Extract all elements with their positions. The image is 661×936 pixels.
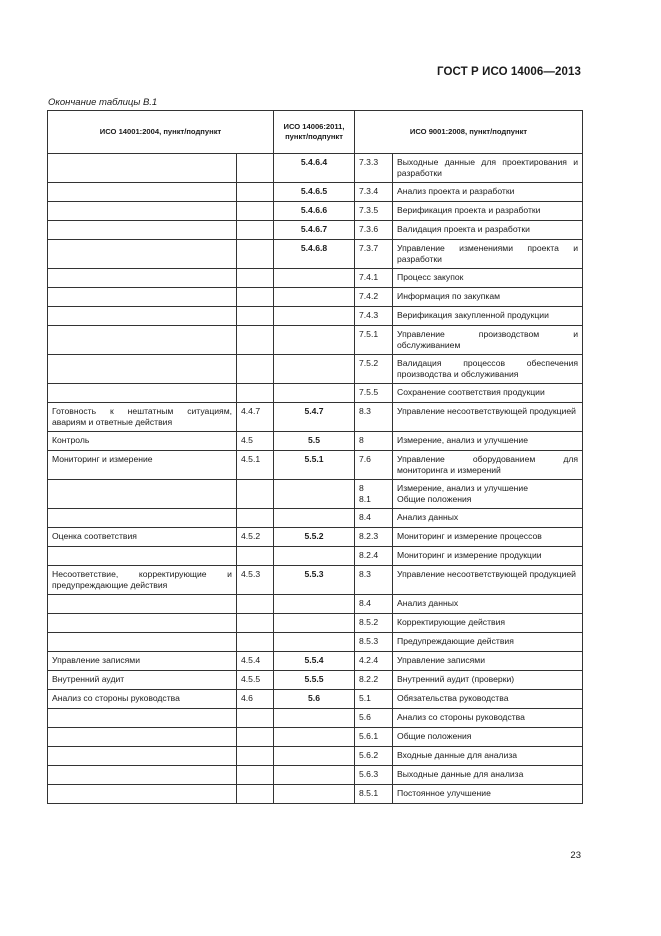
iso14001-number-cell: 4.6	[237, 690, 274, 709]
iso9001-title-cell: Общие положения	[393, 728, 583, 747]
iso14006-number-cell: 5.5	[274, 432, 355, 451]
iso9001-title-cell: Постоянное улучшение	[393, 785, 583, 804]
iso14001-number-cell: 4.4.7	[237, 403, 274, 432]
iso9001-number-cell: 7.4.1	[355, 269, 393, 288]
iso14001-number-cell	[237, 633, 274, 652]
table-row	[48, 652, 583, 671]
iso14006-number-cell	[274, 480, 355, 509]
table-row	[48, 432, 583, 451]
iso9001-title-cell: Информация по закупкам	[393, 288, 583, 307]
iso14006-number-cell	[274, 709, 355, 728]
table-body	[48, 154, 583, 804]
iso14001-number-cell	[237, 355, 274, 384]
iso14001-title-cell	[48, 384, 237, 403]
iso9001-number-cell: 8 8.1	[355, 480, 393, 509]
iso9001-number-cell: 7.3.7	[355, 240, 393, 269]
iso14006-number-cell	[274, 547, 355, 566]
iso14001-title-cell	[48, 480, 237, 509]
iso14001-number-cell: 4.5.4	[237, 652, 274, 671]
table-row	[48, 154, 583, 183]
iso14001-number-cell	[237, 221, 274, 240]
iso14001-number-cell	[237, 509, 274, 528]
iso14001-title-cell	[48, 785, 237, 804]
iso14006-number-cell	[274, 785, 355, 804]
iso9001-title-cell: Выходные данные для проектирования и разработки	[393, 154, 583, 183]
iso14001-title-cell	[48, 326, 237, 355]
iso14006-number-cell: 5.5.3	[274, 566, 355, 595]
iso9001-number-cell: 7.4.2	[355, 288, 393, 307]
iso14001-number-cell: 4.5.5	[237, 671, 274, 690]
table-caption: Окончание таблицы В.1	[48, 97, 158, 108]
iso14006-number-cell: 5.4.6.7	[274, 221, 355, 240]
iso9001-title-cell: Выходные данные для анализа	[393, 766, 583, 785]
iso9001-number-cell: 7.6	[355, 451, 393, 480]
table-row	[48, 183, 583, 202]
iso14001-number-cell: 4.5.3	[237, 566, 274, 595]
iso9001-title-cell: Мониторинг и измерение продукции	[393, 547, 583, 566]
iso14006-number-cell	[274, 728, 355, 747]
iso14001-title-cell	[48, 747, 237, 766]
header-iso14001: ИСО 14001:2004, пункт/подпункт	[48, 111, 274, 154]
iso9001-number-cell: 8.2.3	[355, 528, 393, 547]
iso14006-number-cell	[274, 595, 355, 614]
iso9001-title-cell: Управление несоответствующей продукцией	[393, 566, 583, 595]
iso14001-title-cell	[48, 728, 237, 747]
iso14001-title-cell: Внутренний аудит	[48, 671, 237, 690]
iso9001-number-cell: 8.5.1	[355, 785, 393, 804]
iso9001-number-cell: 7.4.3	[355, 307, 393, 326]
iso9001-number-cell: 7.5.2	[355, 355, 393, 384]
iso9001-number-cell: 8.4	[355, 509, 393, 528]
iso14001-number-cell	[237, 269, 274, 288]
iso14006-number-cell	[274, 633, 355, 652]
iso14006-number-cell	[274, 288, 355, 307]
table-row	[48, 766, 583, 785]
iso9001-number-cell: 8	[355, 432, 393, 451]
iso9001-number-cell: 7.5.1	[355, 326, 393, 355]
iso14006-number-cell: 5.4.6.4	[274, 154, 355, 183]
iso14001-number-cell: 4.5	[237, 432, 274, 451]
table-row	[48, 202, 583, 221]
iso14001-title-cell	[48, 288, 237, 307]
iso14006-number-cell: 5.4.6.6	[274, 202, 355, 221]
iso14001-number-cell	[237, 595, 274, 614]
iso14006-number-cell	[274, 384, 355, 403]
table-row	[48, 614, 583, 633]
header-iso9001: ИСО 9001:2008, пункт/подпункт	[355, 111, 583, 154]
iso9001-title-cell: Корректирующие действия	[393, 614, 583, 633]
iso14006-number-cell: 5.4.7	[274, 403, 355, 432]
iso9001-number-cell: 8.2.2	[355, 671, 393, 690]
header-iso14006: ИСО 14006:2011, пункт/подпункт	[274, 111, 355, 154]
iso9001-number-cell: 8.4	[355, 595, 393, 614]
iso14001-title-cell	[48, 183, 237, 202]
iso9001-title-cell: Верификация проекта и разработки	[393, 202, 583, 221]
iso9001-title-cell: Верификация закупленной продукции	[393, 307, 583, 326]
iso14006-number-cell: 5.5.1	[274, 451, 355, 480]
iso14001-title-cell: Анализ со стороны руководства	[48, 690, 237, 709]
iso14001-title-cell	[48, 355, 237, 384]
table-row	[48, 307, 583, 326]
iso9001-number-cell: 5.1	[355, 690, 393, 709]
iso14001-number-cell	[237, 480, 274, 509]
iso14006-number-cell	[274, 509, 355, 528]
iso9001-number-cell: 8.3	[355, 403, 393, 432]
iso14001-number-cell	[237, 709, 274, 728]
iso14001-title-cell	[48, 614, 237, 633]
iso14006-number-cell: 5.4.6.5	[274, 183, 355, 202]
iso9001-number-cell: 8.5.3	[355, 633, 393, 652]
table-row	[48, 403, 583, 432]
iso14006-number-cell	[274, 766, 355, 785]
iso9001-number-cell: 5.6.1	[355, 728, 393, 747]
table-row	[48, 747, 583, 766]
table-row	[48, 785, 583, 804]
iso9001-title-cell: Управление производством и обслуживанием	[393, 326, 583, 355]
iso14001-number-cell	[237, 183, 274, 202]
table-row	[48, 709, 583, 728]
iso9001-title-cell: Мониторинг и измерение процессов	[393, 528, 583, 547]
table-row	[48, 633, 583, 652]
iso14006-number-cell	[274, 326, 355, 355]
iso14001-title-cell	[48, 154, 237, 183]
iso9001-title-cell: Валидация проекта и разработки	[393, 221, 583, 240]
iso14006-number-cell	[274, 614, 355, 633]
iso14001-number-cell	[237, 614, 274, 633]
iso9001-title-cell: Внутренний аудит (проверки)	[393, 671, 583, 690]
iso9001-title-cell: Обязательства руководства	[393, 690, 583, 709]
table-row	[48, 288, 583, 307]
iso14006-number-cell	[274, 355, 355, 384]
iso14001-number-cell	[237, 326, 274, 355]
iso9001-number-cell: 5.6.3	[355, 766, 393, 785]
iso9001-title-cell: Сохранение соответствия продукции	[393, 384, 583, 403]
iso9001-title-cell: Управление оборудованием для мониторинга и измерений	[393, 451, 583, 480]
iso9001-title-cell: Измерение, анализ и улучшение Общие положения	[393, 480, 583, 509]
table-row	[48, 451, 583, 480]
table-row	[48, 480, 583, 509]
iso14001-title-cell: Готовность к нештатным ситуациям, авариям и ответные действия	[48, 403, 237, 432]
table-row	[48, 528, 583, 547]
table-row	[48, 566, 583, 595]
iso14001-number-cell	[237, 547, 274, 566]
iso14001-title-cell: Управление записями	[48, 652, 237, 671]
iso14006-number-cell: 5.4.6.8	[274, 240, 355, 269]
table-row	[48, 547, 583, 566]
iso14001-number-cell	[237, 766, 274, 785]
iso14001-number-cell: 4.5.2	[237, 528, 274, 547]
iso9001-title-cell: Анализ проекта и разработки	[393, 183, 583, 202]
table-row	[48, 221, 583, 240]
iso9001-number-cell: 8.5.2	[355, 614, 393, 633]
table-row	[48, 509, 583, 528]
table-row	[48, 595, 583, 614]
iso14001-number-cell	[237, 747, 274, 766]
iso14001-number-cell: 4.5.1	[237, 451, 274, 480]
table-row	[48, 690, 583, 709]
iso14001-title-cell	[48, 766, 237, 785]
iso9001-title-cell: Анализ со стороны руководства	[393, 709, 583, 728]
iso9001-number-cell: 5.6.2	[355, 747, 393, 766]
iso14001-title-cell	[48, 595, 237, 614]
table-row	[48, 355, 583, 384]
iso9001-number-cell: 7.3.6	[355, 221, 393, 240]
iso9001-title-cell: Предупреждающие действия	[393, 633, 583, 652]
iso14006-number-cell	[274, 307, 355, 326]
iso14001-title-cell	[48, 221, 237, 240]
iso9001-title-cell: Управление изменениями проекта и разработки	[393, 240, 583, 269]
iso9001-number-cell: 7.5.5	[355, 384, 393, 403]
iso9001-number-cell: 8.2.4	[355, 547, 393, 566]
iso9001-title-cell: Управление записями	[393, 652, 583, 671]
iso14006-number-cell: 5.6	[274, 690, 355, 709]
iso9001-title-cell: Анализ данных	[393, 595, 583, 614]
iso9001-title-cell: Анализ данных	[393, 509, 583, 528]
iso14001-title-cell	[48, 633, 237, 652]
page-number: 23	[570, 850, 581, 861]
iso9001-number-cell: 5.6	[355, 709, 393, 728]
iso14001-title-cell: Мониторинг и измерение	[48, 451, 237, 480]
iso9001-number-cell: 4.2.4	[355, 652, 393, 671]
iso9001-title-cell: Управление несоответствующей продукцией	[393, 403, 583, 432]
iso14006-number-cell: 5.5.5	[274, 671, 355, 690]
iso9001-title-cell: Валидация процессов обеспечения производства и обслуживания	[393, 355, 583, 384]
iso9001-title-cell: Процесс закупок	[393, 269, 583, 288]
iso14001-title-cell	[48, 709, 237, 728]
iso14001-title-cell: Оценка соответствия	[48, 528, 237, 547]
iso14001-title-cell	[48, 269, 237, 288]
iso9001-number-cell: 7.3.5	[355, 202, 393, 221]
iso9001-number-cell: 7.3.4	[355, 183, 393, 202]
iso14001-title-cell	[48, 547, 237, 566]
iso14001-title-cell: Контроль	[48, 432, 237, 451]
iso14001-number-cell	[237, 288, 274, 307]
iso14001-title-cell	[48, 202, 237, 221]
table-row	[48, 728, 583, 747]
iso14001-number-cell	[237, 384, 274, 403]
table-row	[48, 384, 583, 403]
mapping-table	[47, 110, 583, 804]
iso14001-number-cell	[237, 785, 274, 804]
table-row	[48, 240, 583, 269]
iso14001-title-cell	[48, 509, 237, 528]
table-row	[48, 269, 583, 288]
iso9001-title-cell: Измерение, анализ и улучшение	[393, 432, 583, 451]
iso9001-number-cell: 8.3	[355, 566, 393, 595]
iso14001-title-cell	[48, 240, 237, 269]
iso14006-number-cell	[274, 747, 355, 766]
iso14001-title-cell	[48, 307, 237, 326]
iso14006-number-cell	[274, 269, 355, 288]
iso14006-number-cell: 5.5.4	[274, 652, 355, 671]
iso14001-number-cell	[237, 728, 274, 747]
iso14001-number-cell	[237, 154, 274, 183]
iso9001-number-cell: 7.3.3	[355, 154, 393, 183]
table-row	[48, 326, 583, 355]
iso9001-title-cell: Входные данные для анализа	[393, 747, 583, 766]
document-header: ГОСТ Р ИСО 14006—2013	[436, 66, 581, 78]
iso14001-number-cell	[237, 307, 274, 326]
table-row	[48, 671, 583, 690]
iso14001-title-cell: Несоответствие, корректирующие и предупреждающие действия	[48, 566, 237, 595]
iso14006-number-cell: 5.5.2	[274, 528, 355, 547]
iso14001-number-cell	[237, 240, 274, 269]
iso14001-number-cell	[237, 202, 274, 221]
